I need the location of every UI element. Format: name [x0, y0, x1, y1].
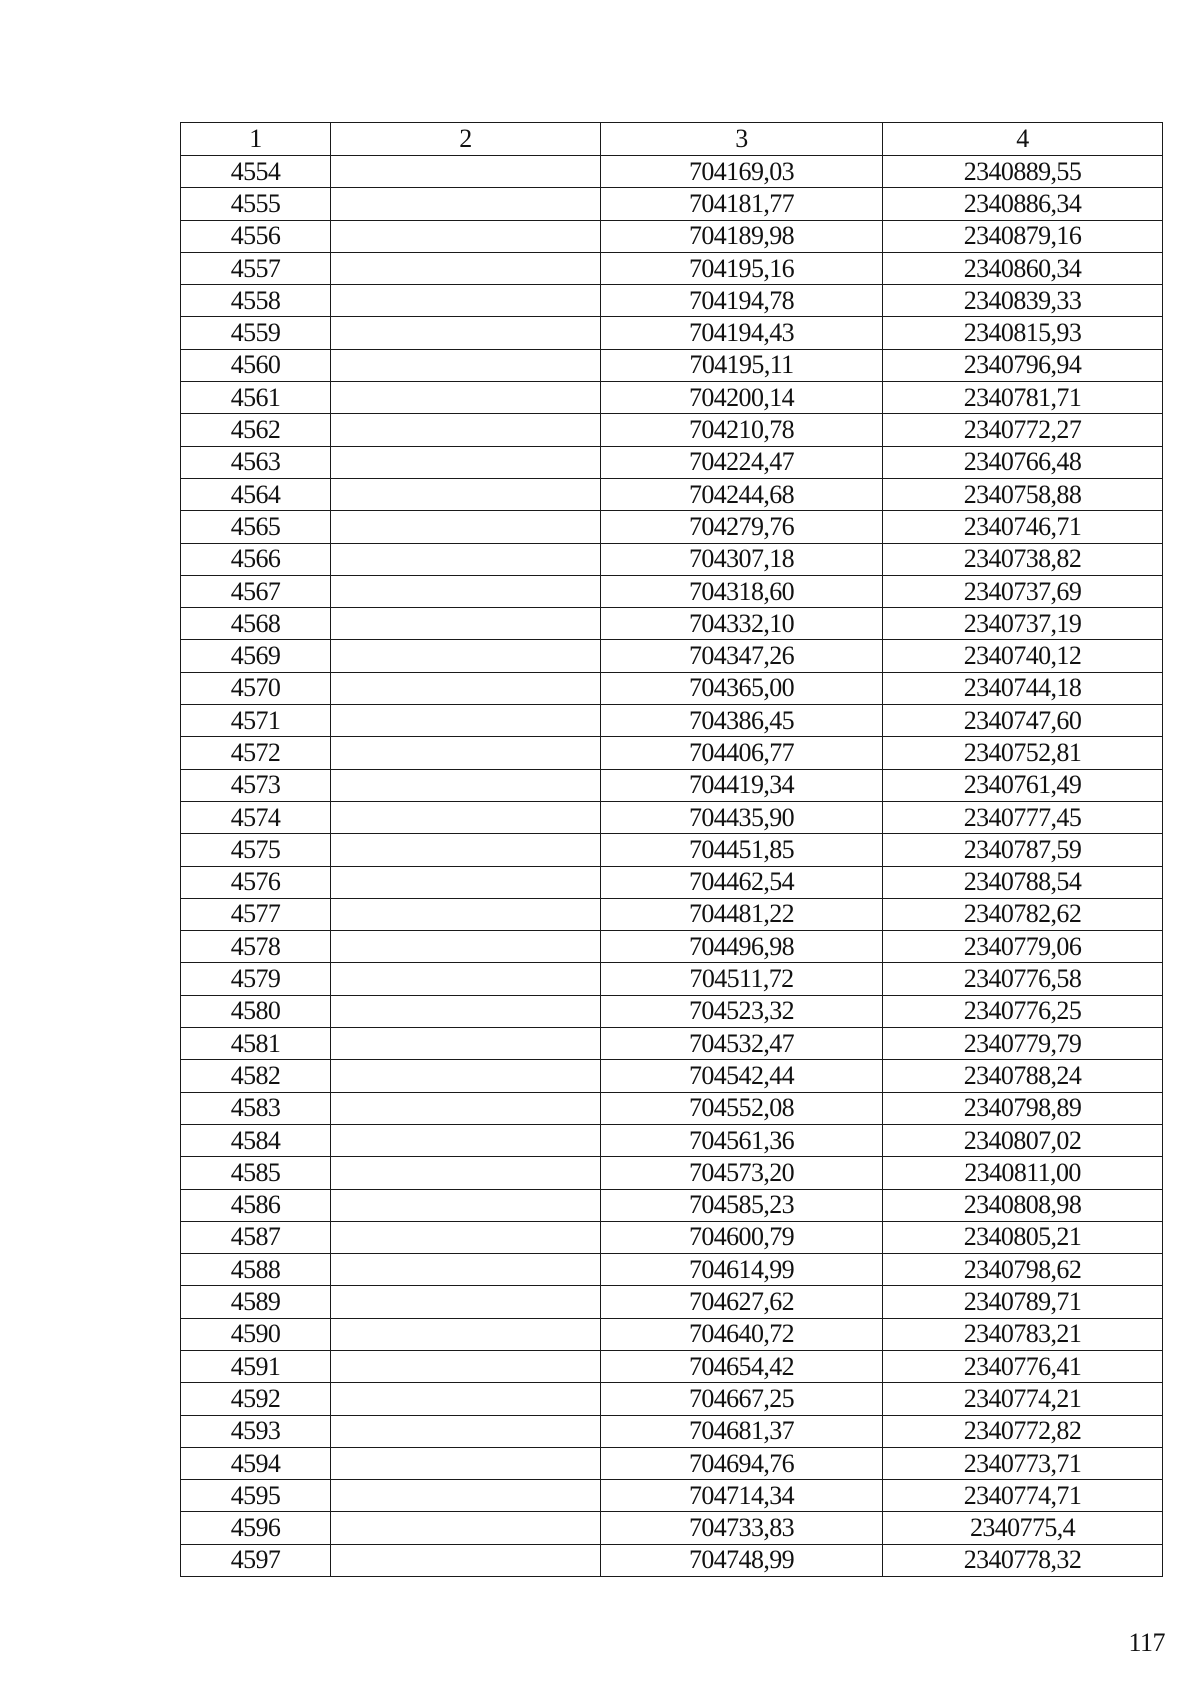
y-coordinate-cell: 2340776,41 — [883, 1350, 1163, 1382]
column-2-cell — [331, 349, 601, 381]
point-number-cell: 4586 — [181, 1189, 331, 1221]
y-coordinate-cell: 2340775,4 — [883, 1512, 1163, 1544]
table-row — [181, 672, 1163, 704]
x-coordinate-cell: 704462,54 — [601, 866, 883, 898]
point-number-cell: 4592 — [181, 1383, 331, 1415]
column-2-cell — [331, 834, 601, 866]
x-coordinate-cell: 704714,34 — [601, 1480, 883, 1512]
y-coordinate-cell: 2340798,62 — [883, 1254, 1163, 1286]
y-coordinate-cell: 2340886,34 — [883, 188, 1163, 220]
column-2-cell — [331, 575, 601, 607]
point-number-cell: 4595 — [181, 1480, 331, 1512]
y-coordinate-cell: 2340773,71 — [883, 1447, 1163, 1479]
table-row — [181, 1350, 1163, 1382]
x-coordinate-cell: 704318,60 — [601, 575, 883, 607]
point-number-cell: 4576 — [181, 866, 331, 898]
point-number-cell: 4561 — [181, 382, 331, 414]
x-coordinate-cell: 704307,18 — [601, 543, 883, 575]
point-number-cell: 4564 — [181, 478, 331, 510]
table-row — [181, 769, 1163, 801]
x-coordinate-cell: 704332,10 — [601, 608, 883, 640]
table-row — [181, 511, 1163, 543]
point-number-cell: 4571 — [181, 705, 331, 737]
y-coordinate-cell: 2340737,19 — [883, 608, 1163, 640]
column-2-cell — [331, 446, 601, 478]
point-number-cell: 4565 — [181, 511, 331, 543]
x-coordinate-cell: 704600,79 — [601, 1221, 883, 1253]
column-2-cell — [331, 285, 601, 317]
y-coordinate-cell: 2340778,32 — [883, 1544, 1163, 1576]
table-row — [181, 898, 1163, 930]
point-number-cell: 4588 — [181, 1254, 331, 1286]
table-row — [181, 1512, 1163, 1544]
table-row — [181, 866, 1163, 898]
point-number-cell: 4596 — [181, 1512, 331, 1544]
column-2-cell — [331, 608, 601, 640]
table-row — [181, 1480, 1163, 1512]
column-2-cell — [331, 317, 601, 349]
x-coordinate-cell: 704573,20 — [601, 1157, 883, 1189]
y-coordinate-cell: 2340808,98 — [883, 1189, 1163, 1221]
column-2-cell — [331, 705, 601, 737]
table-row — [181, 156, 1163, 188]
column-2-cell — [331, 1028, 601, 1060]
x-coordinate-cell: 704523,32 — [601, 995, 883, 1027]
point-number-cell: 4559 — [181, 317, 331, 349]
column-2-cell — [331, 898, 601, 930]
y-coordinate-cell: 2340744,18 — [883, 672, 1163, 704]
column-2-cell — [331, 414, 601, 446]
y-coordinate-cell: 2340879,16 — [883, 220, 1163, 252]
point-number-cell: 4574 — [181, 801, 331, 833]
table-row — [181, 317, 1163, 349]
y-coordinate-cell: 2340781,71 — [883, 382, 1163, 414]
x-coordinate-cell: 704224,47 — [601, 446, 883, 478]
x-coordinate-cell: 704386,45 — [601, 705, 883, 737]
x-coordinate-cell: 704511,72 — [601, 963, 883, 995]
point-number-cell: 4575 — [181, 834, 331, 866]
point-number-cell: 4581 — [181, 1028, 331, 1060]
x-coordinate-cell: 704585,23 — [601, 1189, 883, 1221]
point-number-cell: 4573 — [181, 769, 331, 801]
point-number-cell: 4563 — [181, 446, 331, 478]
table-row — [181, 1157, 1163, 1189]
table-row — [181, 252, 1163, 284]
column-2-cell — [331, 801, 601, 833]
y-coordinate-cell: 2340752,81 — [883, 737, 1163, 769]
point-number-cell: 4568 — [181, 608, 331, 640]
table-row — [181, 1286, 1163, 1318]
x-coordinate-cell: 704194,43 — [601, 317, 883, 349]
column-header-3: 3 — [601, 123, 883, 156]
y-coordinate-cell: 2340747,60 — [883, 705, 1163, 737]
x-coordinate-cell: 704654,42 — [601, 1350, 883, 1382]
table-row — [181, 608, 1163, 640]
column-header-2: 2 — [331, 123, 601, 156]
x-coordinate-cell: 704347,26 — [601, 640, 883, 672]
column-2-cell — [331, 866, 601, 898]
x-coordinate-cell: 704748,99 — [601, 1544, 883, 1576]
x-coordinate-cell: 704210,78 — [601, 414, 883, 446]
point-number-cell: 4572 — [181, 737, 331, 769]
y-coordinate-cell: 2340761,49 — [883, 769, 1163, 801]
column-2-cell — [331, 1415, 601, 1447]
y-coordinate-cell: 2340772,82 — [883, 1415, 1163, 1447]
y-coordinate-cell: 2340766,48 — [883, 446, 1163, 478]
column-2-cell — [331, 1157, 601, 1189]
column-2-cell — [331, 1447, 601, 1479]
point-number-cell: 4593 — [181, 1415, 331, 1447]
table-row — [181, 995, 1163, 1027]
column-2-cell — [331, 1318, 601, 1350]
table-row — [181, 963, 1163, 995]
x-coordinate-cell: 704542,44 — [601, 1060, 883, 1092]
column-2-cell — [331, 1124, 601, 1156]
table-row — [181, 1028, 1163, 1060]
point-number-cell: 4589 — [181, 1286, 331, 1318]
table-row — [181, 737, 1163, 769]
table-row — [181, 478, 1163, 510]
column-2-cell — [331, 382, 601, 414]
point-number-cell: 4569 — [181, 640, 331, 672]
table-row — [181, 414, 1163, 446]
x-coordinate-cell: 704627,62 — [601, 1286, 883, 1318]
x-coordinate-cell: 704195,16 — [601, 252, 883, 284]
column-2-cell — [331, 511, 601, 543]
point-number-cell: 4557 — [181, 252, 331, 284]
x-coordinate-cell: 704496,98 — [601, 931, 883, 963]
table-row — [181, 1254, 1163, 1286]
y-coordinate-cell: 2340782,62 — [883, 898, 1163, 930]
point-number-cell: 4566 — [181, 543, 331, 575]
x-coordinate-cell: 704365,00 — [601, 672, 883, 704]
point-number-cell: 4597 — [181, 1544, 331, 1576]
x-coordinate-cell: 704552,08 — [601, 1092, 883, 1124]
column-2-cell — [331, 640, 601, 672]
table-row — [181, 834, 1163, 866]
column-2-cell — [331, 995, 601, 1027]
point-number-cell: 4594 — [181, 1447, 331, 1479]
table-row — [181, 801, 1163, 833]
point-number-cell: 4570 — [181, 672, 331, 704]
column-2-cell — [331, 220, 601, 252]
x-coordinate-cell: 704195,11 — [601, 349, 883, 381]
y-coordinate-cell: 2340796,94 — [883, 349, 1163, 381]
column-2-cell — [331, 1189, 601, 1221]
x-coordinate-cell: 704561,36 — [601, 1124, 883, 1156]
y-coordinate-cell: 2340889,55 — [883, 156, 1163, 188]
column-2-cell — [331, 543, 601, 575]
y-coordinate-cell: 2340815,93 — [883, 317, 1163, 349]
x-coordinate-cell: 704200,14 — [601, 382, 883, 414]
y-coordinate-cell: 2340774,71 — [883, 1480, 1163, 1512]
y-coordinate-cell: 2340776,58 — [883, 963, 1163, 995]
point-number-cell: 4562 — [181, 414, 331, 446]
table-row — [181, 1189, 1163, 1221]
table-row — [181, 1415, 1163, 1447]
table-header-row — [181, 123, 1163, 156]
point-number-cell: 4560 — [181, 349, 331, 381]
table-row — [181, 931, 1163, 963]
point-number-cell: 4555 — [181, 188, 331, 220]
y-coordinate-cell: 2340789,71 — [883, 1286, 1163, 1318]
column-2-cell — [331, 1512, 601, 1544]
table-row — [181, 1221, 1163, 1253]
table-row — [181, 543, 1163, 575]
y-coordinate-cell: 2340788,54 — [883, 866, 1163, 898]
y-coordinate-cell: 2340779,06 — [883, 931, 1163, 963]
y-coordinate-cell: 2340777,45 — [883, 801, 1163, 833]
y-coordinate-cell: 2340758,88 — [883, 478, 1163, 510]
column-2-cell — [331, 252, 601, 284]
x-coordinate-cell: 704244,68 — [601, 478, 883, 510]
coordinates-table — [180, 122, 1163, 1577]
column-header-4: 4 — [883, 123, 1163, 156]
column-2-cell — [331, 1350, 601, 1382]
column-2-cell — [331, 156, 601, 188]
column-2-cell — [331, 769, 601, 801]
column-2-cell — [331, 1221, 601, 1253]
x-coordinate-cell: 704181,77 — [601, 188, 883, 220]
y-coordinate-cell: 2340740,12 — [883, 640, 1163, 672]
point-number-cell: 4591 — [181, 1350, 331, 1382]
y-coordinate-cell: 2340737,69 — [883, 575, 1163, 607]
point-number-cell: 4579 — [181, 963, 331, 995]
table-row — [181, 640, 1163, 672]
y-coordinate-cell: 2340746,71 — [883, 511, 1163, 543]
y-coordinate-cell: 2340860,34 — [883, 252, 1163, 284]
x-coordinate-cell: 704667,25 — [601, 1383, 883, 1415]
x-coordinate-cell: 704481,22 — [601, 898, 883, 930]
table-row — [181, 575, 1163, 607]
x-coordinate-cell: 704169,03 — [601, 156, 883, 188]
x-coordinate-cell: 704532,47 — [601, 1028, 883, 1060]
table-row — [181, 446, 1163, 478]
point-number-cell: 4554 — [181, 156, 331, 188]
column-2-cell — [331, 1480, 601, 1512]
point-number-cell: 4578 — [181, 931, 331, 963]
x-coordinate-cell: 704194,78 — [601, 285, 883, 317]
point-number-cell: 4580 — [181, 995, 331, 1027]
point-number-cell: 4556 — [181, 220, 331, 252]
column-2-cell — [331, 672, 601, 704]
column-2-cell — [331, 1254, 601, 1286]
y-coordinate-cell: 2340839,33 — [883, 285, 1163, 317]
y-coordinate-cell: 2340811,00 — [883, 1157, 1163, 1189]
table-row — [181, 382, 1163, 414]
y-coordinate-cell: 2340807,02 — [883, 1124, 1163, 1156]
x-coordinate-cell: 704451,85 — [601, 834, 883, 866]
y-coordinate-cell: 2340772,27 — [883, 414, 1163, 446]
x-coordinate-cell: 704435,90 — [601, 801, 883, 833]
column-2-cell — [331, 963, 601, 995]
page-number: 117 — [1128, 1628, 1165, 1657]
point-number-cell: 4584 — [181, 1124, 331, 1156]
table-row — [181, 1544, 1163, 1576]
x-coordinate-cell: 704279,76 — [601, 511, 883, 543]
point-number-cell: 4587 — [181, 1221, 331, 1253]
column-2-cell — [331, 1383, 601, 1415]
y-coordinate-cell: 2340783,21 — [883, 1318, 1163, 1350]
point-number-cell: 4585 — [181, 1157, 331, 1189]
table-row — [181, 1447, 1163, 1479]
y-coordinate-cell: 2340805,21 — [883, 1221, 1163, 1253]
y-coordinate-cell: 2340738,82 — [883, 543, 1163, 575]
table-row — [181, 188, 1163, 220]
x-coordinate-cell: 704681,37 — [601, 1415, 883, 1447]
x-coordinate-cell: 704419,34 — [601, 769, 883, 801]
table-row — [181, 1092, 1163, 1124]
y-coordinate-cell: 2340779,79 — [883, 1028, 1163, 1060]
x-coordinate-cell: 704640,72 — [601, 1318, 883, 1350]
table-row — [181, 1318, 1163, 1350]
table-row — [181, 705, 1163, 737]
table-row — [181, 1060, 1163, 1092]
column-2-cell — [331, 1286, 601, 1318]
point-number-cell: 4558 — [181, 285, 331, 317]
column-2-cell — [331, 1060, 601, 1092]
table-row — [181, 285, 1163, 317]
point-number-cell: 4577 — [181, 898, 331, 930]
x-coordinate-cell: 704614,99 — [601, 1254, 883, 1286]
x-coordinate-cell: 704189,98 — [601, 220, 883, 252]
table-row — [181, 220, 1163, 252]
column-2-cell — [331, 188, 601, 220]
y-coordinate-cell: 2340788,24 — [883, 1060, 1163, 1092]
x-coordinate-cell: 704733,83 — [601, 1512, 883, 1544]
column-2-cell — [331, 1544, 601, 1576]
table-row — [181, 1124, 1163, 1156]
x-coordinate-cell: 704406,77 — [601, 737, 883, 769]
column-2-cell — [331, 478, 601, 510]
column-2-cell — [331, 737, 601, 769]
y-coordinate-cell: 2340776,25 — [883, 995, 1163, 1027]
point-number-cell: 4567 — [181, 575, 331, 607]
column-header-1: 1 — [181, 123, 331, 156]
column-2-cell — [331, 1092, 601, 1124]
point-number-cell: 4583 — [181, 1092, 331, 1124]
point-number-cell: 4590 — [181, 1318, 331, 1350]
x-coordinate-cell: 704694,76 — [601, 1447, 883, 1479]
y-coordinate-cell: 2340774,21 — [883, 1383, 1163, 1415]
y-coordinate-cell: 2340798,89 — [883, 1092, 1163, 1124]
point-number-cell: 4582 — [181, 1060, 331, 1092]
table-row — [181, 1383, 1163, 1415]
y-coordinate-cell: 2340787,59 — [883, 834, 1163, 866]
table-row — [181, 349, 1163, 381]
table-body — [181, 156, 1163, 1577]
column-2-cell — [331, 931, 601, 963]
